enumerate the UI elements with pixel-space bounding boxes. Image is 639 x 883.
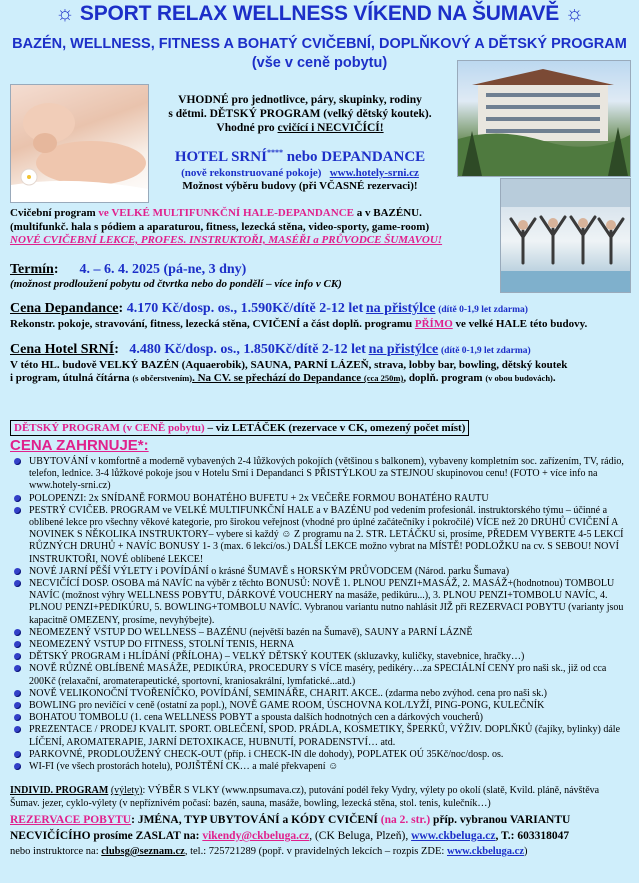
individual-text: : VÝBĚR S VLKY (www.npsumava.cz), putování podél řeky Vydry, výlety po okolí (slatě, Kvild. pláně, návštěva Šumav. jezer, cyklo-výlety (v nepříznivém počasí: bazén, sauna, masáže, bowling, lezecká stěna, stol. tenis, kulečník…) xyxy=(10,785,600,809)
reservation-section xyxy=(10,812,630,860)
bullet-icon xyxy=(14,690,21,697)
list-item xyxy=(12,639,630,651)
intro-line: Vhodné pro xyxy=(216,122,278,134)
reservation-text: ) xyxy=(523,846,528,857)
intro-highlight: cvičící i NECVIČÍCÍ! xyxy=(277,122,384,134)
term-section: Termín: 4. – 6. 4. 2025 (pá-ne, 3 dny) (možnost prodloužení pobytu od čtvrtka nebo do pondělí – více info v CK) xyxy=(10,263,500,291)
reservation-text: nebo instruktorce na: xyxy=(10,846,102,857)
intro-line: s dětmi. DĚTSKÝ PROGRAM (velký dětský koutek). xyxy=(168,108,432,120)
list-item-text: NEOMEZENÝ VSTUP DO WELLNESS – BAZÉNU (největší bazén na Šumavě), SAUNY a PARNÍ LÁZNĚ xyxy=(29,626,473,638)
list-item-text: WI-FI (ve všech prostorách hotelu), POJIŠTĚNÍ CK… a malé překvapení ☺ xyxy=(29,761,339,773)
price-desc: ve velké HALE této budovy. xyxy=(452,317,588,330)
program-highlight: ve VELKÉ MULTIFUNKČNÍ HALE-DEPANDANCE xyxy=(98,207,354,219)
price-desc: . Na CV. se přechází do Depandance xyxy=(192,372,364,384)
reservation-text: , (CK Beluga, Plzeň), xyxy=(309,830,412,842)
reservation-email-link[interactable]: vikendy@ckbeluga.cz xyxy=(202,830,310,842)
bullet-icon xyxy=(14,751,21,758)
price-label: Cena Depandance xyxy=(10,301,119,316)
instructor-email-link[interactable]: clubsg@seznam.cz xyxy=(101,846,185,857)
list-item xyxy=(12,749,630,761)
term-dates: 4. – 6. 4. 2025 (pá-ne, 3 dny) xyxy=(79,262,247,277)
list-item-text: BOWLING pro nevičící v ceně (ostatní za popl.), NOVĚ GAME ROOM, ÚSCHOVNA KOL/LYŽÍ, PING-PONG, KULEČNÍK xyxy=(29,700,545,712)
depandance-price: Cena Depandance: 4.170 Kč/dosp. os., 1.590Kč/dítě 2-12 let na přistýlce (dítě 0-1,9 let zdarma) Rekonstr. pokoje, stravování, fitness, lezecká stěna, CVIČENÍ a část doplň. programu PŘÍMO ve velké HALE této budovy. xyxy=(10,301,588,330)
list-item-text: NEOMEZENÝ VSTUP DO FITNESS, STOLNÍ TENIS, HERNA xyxy=(29,639,295,651)
individual-label: INDIVID. PROGRAM xyxy=(10,785,109,796)
list-item-text: NOVĚ RŮZNÉ OBLÍBENÉ MASÁŽE, PEDIKÚRA, PROCEDURY S VÍCE maséry, pedikéry…za SPECIÁLNÍ CENY pro naši sk., již od cca 200Kč (relaxační, aromaterapeutické, sportovní, kraniosakrální, lymfatické...atd.) xyxy=(29,663,607,687)
list-item-text: PESTRÝ CVIČEB. PROGRAM ve VELKÉ MULTIFUNKČNÍ HALE a v BAZÉNU pod vedením profesionál. instruktorského týmu – účinné a oblíbené lekce pro všechny věkové kategorie, pro širokou veřejnost (vhodné pro úplné začátečníky i pokročilé) VÍCE než 20 DRUHŮ CVIČENÍ A NOVINEK S NĚKOLIKA INSTRUKTORY– vybere si každý ☺ Z programu na 2. STR. LETÁČKU si, prosíme, PŘEDEM VYBERTE 4-5 LEKCÍ RŮZNÝCH DRUHŮ + NAVÍC BONUSY 1- 3 (max. 6 lekcí/os.) DALŠÍ LEKCE možno vybrat na MÍSTĚ! PODLOŽKU na cv. S SEBOU! NOVÍ INSTRUKTOŘI, NOVÉ oblíbené LEKCE! xyxy=(29,504,624,565)
price-value: 4.170 Kč/dosp. os., 1.590Kč/dítě 2-12 let xyxy=(126,301,364,316)
program-section xyxy=(10,207,500,248)
bullet-icon xyxy=(14,458,21,465)
price-desc: . xyxy=(552,372,556,384)
bullet-icon xyxy=(14,763,21,770)
list-item xyxy=(12,493,630,505)
reservation-text: NECVIČÍCÍHO prosíme ZASLAT na: xyxy=(10,830,203,842)
list-item xyxy=(12,761,630,773)
list-item-text: NECVIČÍCÍ DOSP. OSOBA má NAVÍC na výběr z těchto BONUSŮ: NOVĚ 1. PLNOU PENZI+MASÁŽ, 2. MASÁŽ+(hodnotnou) TOMBOLU NAVÍC (možnost výhry WELLNESS POBYTU, DÁRKOVÉ VOUCHERY na masáže, pedikúru...), 3. PLNOU PENZI+TOMBOLU NAVÍC, 4. PLNOU PENZI+PEDIKÚRU, 5. BOWLING+TOMBOLU NAVÍC. Vybranou variantu nutno nahlásit JIŽ při REZERVACI POBYTU (varianty jsou kapacitně OMEZENY, prosíme, nevyhýbejte). xyxy=(29,578,624,626)
bullet-icon xyxy=(14,580,21,587)
suitability-text xyxy=(150,93,450,135)
list-item xyxy=(12,712,630,724)
price-desc: Rekonstr. pokoje, stravování, fitness, lezecká stěna, CVIČENÍ a část doplň. programu xyxy=(10,317,415,330)
price-extra-bed: na přistýlce xyxy=(365,301,436,316)
individual-program xyxy=(10,784,630,810)
bullet-icon xyxy=(14,568,21,575)
list-item xyxy=(12,578,630,627)
list-item-text: BOHATOU TOMBOLU (1. cena WELLNESS POBYT a spousta dalších hodnotných cen a dárkových voucherů) xyxy=(29,712,484,724)
hotel-name xyxy=(150,148,450,166)
page-title: ☼ SPORT RELAX WELLNESS VÍKEND NA ŠUMAVĚ ☼ xyxy=(55,2,584,25)
price-desc-note: (v obou budovách) xyxy=(485,373,553,383)
bullet-icon xyxy=(14,641,21,648)
price-desc: , doplň. program xyxy=(403,372,486,384)
list-item-text: PREZENTACE / PRODEJ KVALIT. SPORT. OBLEČENÍ, SPOD. PRÁDLA, KOSMETIKY, ŠPERKŮ, VÝŽIV. DOPLŇKŮ (čajíky, bylinky) dále LÍČENÍ, AROMATERAPIE, JARNÍ DETOXIKACE, HUBNUTÍ, PORADENSTVÍ… atd. xyxy=(29,724,621,748)
reservation-phone: , T.: 603318047 xyxy=(495,830,570,842)
hotel-name-main: HOTEL SRNÍ xyxy=(174,149,267,165)
price-free-note: (dítě 0-1,9 let zdarma) xyxy=(440,346,531,356)
hotel-stars: **** xyxy=(266,148,283,157)
bullet-icon xyxy=(14,653,21,660)
bullet-icon xyxy=(14,665,21,672)
hotel-name-alt: nebo DEPANDANCE xyxy=(282,149,426,165)
price-label: Cena Hotel SRNÍ xyxy=(10,342,115,357)
price-value: 4.480 Kč/dosp. os., 1.850Kč/dítě 2-12 let xyxy=(129,342,366,357)
reservation-text: : JMÉNA, TYP UBYTOVÁNÍ a KÓDY CVIČENÍ xyxy=(131,814,381,826)
price-extra-bed: na přistýlce xyxy=(368,342,439,357)
price-desc: V této HL. budově VELKÝ BAZÉN (Aquaerobik), SAUNA, PARNÍ LÁZEŇ, strava, lobby bar, bowling, dětský koutek xyxy=(10,358,568,371)
list-item-text: DĚTSKÝ PROGRAM i HLÍDÁNÍ (PŘÍLOHA) – VELKÝ DĚTSKÝ KOUTEK (skluzavky, kuličky, stavebnice, hračky…) xyxy=(29,651,525,663)
price-desc: i program, útulná čítárna xyxy=(10,372,133,384)
price-free-note: (dítě 0-1,9 let zdarma) xyxy=(438,305,528,315)
list-item-text: POLOPENZI: 2x SNÍDANĚ FORMOU BOHATÉHO BUFETU + 2x VEČEŘE FORMOU BOHATÉHO RAUTU xyxy=(29,492,489,504)
bullet-icon xyxy=(14,495,21,502)
kids-program-box xyxy=(10,420,469,436)
list-item xyxy=(12,663,630,687)
reservation-text: příp. vybranou VARIANTU xyxy=(430,814,571,826)
list-item-text: NOVÉ JARNÍ PĚŠÍ VÝLETY i POVÍDÁNÍ o krásné ŠUMAVĚ s HORSKÝM PRŮVODCEM (Národ. parku Šumava) xyxy=(29,565,510,577)
bullet-icon xyxy=(14,714,21,721)
list-item xyxy=(12,724,630,748)
program-text: a v BAZÉNU. xyxy=(353,207,422,219)
renovation-note: (nově rekonstruované pokoje) xyxy=(181,167,322,179)
page-subtitle: BAZÉN, WELLNESS, FITNESS A BOHATÝ CVIČEBNÍ, DOPLŇKOVÝ A DĚTSKÝ PROGRAM (vše v ceně pobytu) xyxy=(12,36,627,71)
program-news: NOVÉ CVIČEBNÍ LEKCE, PROFES. INSTRUKTOŘI, MASÉŘI a PRŮVODCE ŠUMAVOU! xyxy=(10,234,443,246)
bullet-icon xyxy=(14,702,21,709)
list-item-text: PARKOVNÉ, PRODLOUŽENÝ CHECK-OUT (příp. i CHECK-IN dle dohody), POPLATEK OÚ 35Kč/noc/dosp. os. xyxy=(29,748,504,760)
massage-photo xyxy=(10,84,149,203)
reservation-note: (na 2. str.) xyxy=(380,814,431,826)
schedule-web-link[interactable]: www.ckbeluga.cz xyxy=(446,846,524,857)
reservation-label: REZERVACE POBYTU xyxy=(10,814,132,826)
bullet-icon xyxy=(14,726,21,733)
price-desc-highlight: PŘÍMO xyxy=(414,317,453,330)
hotel-web-link[interactable]: www.hotely-srni.cz xyxy=(329,167,419,179)
hotel-photo xyxy=(457,60,631,177)
term-note: (možnost prodloužení pobytu od čtvrtka nebo do pondělí – více info v CK) xyxy=(10,277,342,290)
intro-line: VHODNÉ pro jednotlivce, páry, skupinky, rodiny xyxy=(178,94,422,106)
price-desc-note: (cca 250m) xyxy=(363,373,404,383)
list-item xyxy=(12,505,630,566)
building-choice-note: Možnost výběru budovy (při VČASNÉ rezervaci)! xyxy=(182,180,418,192)
kids-program-note: – viz LETÁČEK (rezervace v CK, omezený počet míst) xyxy=(204,422,466,434)
kids-program-label: DĚTSKÝ PROGRAM (v CENĚ pobytu) xyxy=(14,422,205,434)
individual-note: (výlety) xyxy=(110,785,143,796)
fitness-class-photo xyxy=(500,178,631,293)
included-list xyxy=(12,456,630,773)
reservation-text: , tel.: 725721289 (popř. v pravidelných lekcích – rozpis ZDE: xyxy=(184,846,447,857)
list-item xyxy=(12,700,630,712)
program-text: Cvičební program xyxy=(10,207,99,219)
list-item xyxy=(12,688,630,700)
list-item xyxy=(12,627,630,639)
list-item-text: UBYTOVÁNÍ v komfortně a moderně vybavených 2-4 lůžkových pokojích (většinou s balkonem), vybaveny kompletním soc. zařízením, TV, rádio, telefon, lednice. 3-4 lůžkové pokoje jsou v Hotelu Srní i Depandanci S PŘISTÝLKOU za STEJNOU skupinovou cenu! (FOTO + více info na www.hotely-srni.cz) xyxy=(29,456,624,492)
list-item-text: NOVĚ VELIKONOČNÍ TVOŘENÍČKO, POVÍDÁNÍ, SEMINÁŘE, CHARIT. AKCE.. (zdarma nebo zvýhod. cena pro naši sk.) xyxy=(29,687,547,699)
term-label: Termín xyxy=(10,262,54,277)
list-item xyxy=(12,456,630,493)
list-item xyxy=(12,566,630,578)
program-details: (multifunkč. hala s pódiem a aparaturou, fitness, lezecká stěna, video-sporty, game-room) xyxy=(10,220,430,233)
list-item xyxy=(12,651,630,663)
agency-web-link[interactable]: www.ckbeluga.cz xyxy=(411,830,496,842)
bullet-icon xyxy=(14,507,21,514)
price-desc-note: (s občerstvením) xyxy=(132,373,193,383)
bullet-icon xyxy=(14,629,21,636)
hotel-details xyxy=(150,167,450,193)
included-header: CENA ZAHRNUJE*: xyxy=(10,437,149,454)
hotel-srni-price: Cena Hotel SRNÍ: 4.480 Kč/dosp. os., 1.850Kč/dítě 2-12 let na přistýlce (dítě 0-1,9 let zdarma) V této HL. budově VELKÝ BAZÉN (Aquaerobik), SAUNA, PARNÍ LÁZEŇ, strava, lobby bar, bowling, dětský koutek i program, útulná čítárna (s občerstvením). Na CV. se přechází do Depandance (cca 250m), doplň. program (v obou budovách). xyxy=(10,343,630,386)
